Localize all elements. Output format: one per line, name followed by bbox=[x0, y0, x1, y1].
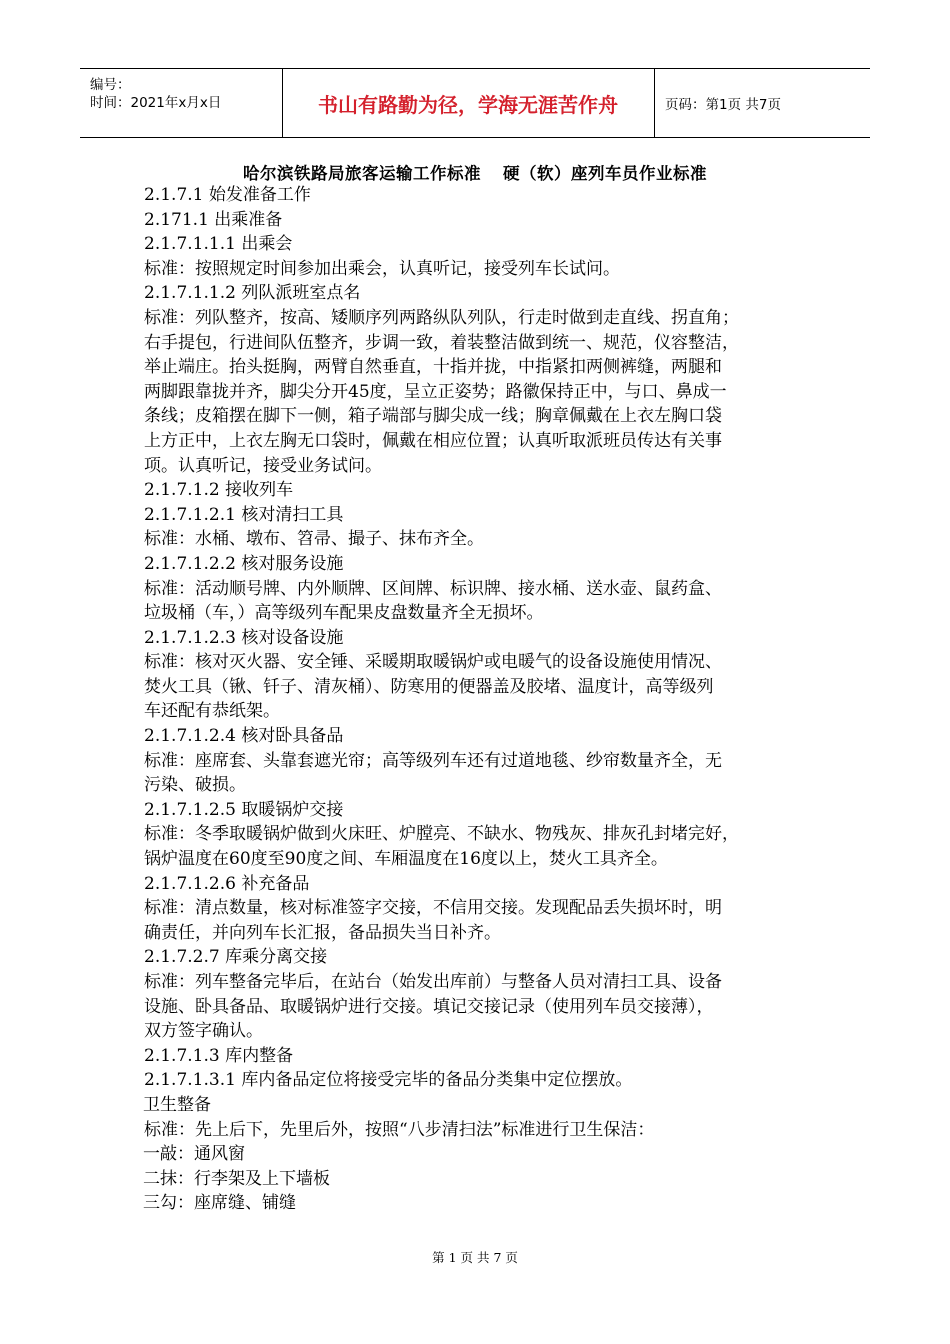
body-line: 标准：水桶、墩布、笤帚、撮子、抹布齐全。 bbox=[144, 529, 484, 550]
body-line: 2.1.7.1.3.1 库内备品定位将接受完毕的备品分类集中定位摆放。 bbox=[144, 1070, 633, 1091]
body-line: 2.1.7.1.2.2 核对服务设施 bbox=[144, 553, 344, 574]
body-line: 焚火工具（锹、钎子、清灰桶）、防寒用的便器盖及胶堵、温度计，高等级列 bbox=[144, 676, 714, 697]
body-line: 2.1.7.1.1.1 出乘会 bbox=[144, 234, 293, 255]
title-subject: 硬（软）座列车员作业标准 bbox=[503, 164, 707, 183]
document-body bbox=[144, 183, 820, 1216]
document-date: 时间：2021年x月x日 bbox=[90, 95, 222, 111]
body-line: 2.1.7.1.2.1 核对清扫工具 bbox=[144, 504, 344, 525]
body-line: 举止端庄。抬头挺胸，两臂自然垂直，十指并拢，中指紧扣两侧裤缝，两腿和 bbox=[144, 357, 722, 378]
body-line: 2.171.1 出乘准备 bbox=[144, 209, 283, 230]
body-line: 标准：列队整齐，按高、矮顺序列两路纵队列队，行走时做到走直线、拐直角； bbox=[144, 307, 739, 328]
body-line: 设施、卧具备品、取暖锅炉进行交接。填记交接记录（使用列车员交接薄）， bbox=[144, 996, 714, 1017]
body-line: 标准：按照规定时间参加出乘会，认真听记，接受列车长试问。 bbox=[144, 258, 620, 279]
page-footer: 第 1 页 共 7 页 bbox=[432, 1250, 518, 1265]
body-line: 垃圾桶（车，）高等级列车配果皮盘数量齐全无损坏。 bbox=[144, 603, 544, 624]
body-line: 卫生整备 bbox=[143, 1094, 211, 1115]
body-line: 标准：列车整备完毕后，在站台（始发出库前）与整备人员对清扫工具、设备 bbox=[144, 972, 722, 992]
body-line: 2.1.7.2.7 库乘分离交接 bbox=[144, 947, 328, 968]
body-line: 2.1.7.1.2.3 核对设备设施 bbox=[144, 627, 344, 648]
body-line: 标准：清点数量，核对标准签字交接，不信用交接。发现配品丢失损坏时，明 bbox=[144, 898, 722, 919]
body-line: 标准：核对灭火器、安全锤、采暖期取暖锅炉或电暖气的设备设施使用情况、 bbox=[144, 652, 722, 673]
body-line: 右手提包，行进间队伍整齐，步调一致，着装整洁做到统一、规范，仪容整洁， bbox=[144, 332, 739, 353]
body-line: 标准：座席套、头靠套遮光帘；高等级列车还有过道地毯、纱帘数量齐全，无 bbox=[144, 750, 722, 771]
body-line: 2.1.7.1.2 接收列车 bbox=[144, 480, 294, 501]
body-line: 2.1.7.1.1.2 列队派班室点名 bbox=[144, 283, 361, 304]
body-line: 条线；皮箱摆在脚下一侧，箱子端部与脚尖成一线；胸章佩戴在上衣左胸口袋 bbox=[144, 406, 722, 427]
body-line: 三勾：座席缝、铺缝 bbox=[143, 1193, 296, 1214]
body-line: 锅炉温度在60度至90度之间、车厢温度在16度以上，焚火工具齐全。 bbox=[144, 849, 668, 870]
document-number-label: 编号： bbox=[90, 77, 131, 93]
header-meta bbox=[80, 69, 280, 137]
body-line: 标准：冬季取暖锅炉做到火床旺、炉膛亮、不缺水、物残灰、排灰孔封堵完好， bbox=[144, 824, 739, 845]
body-line: 2.1.7.1.2.6 补充备品 bbox=[144, 873, 310, 894]
document-title bbox=[0, 160, 950, 184]
body-line: 两脚跟靠拢并齐，脚尖分开45度，呈立正姿势；路徽保持正中，与口、鼻成一 bbox=[144, 381, 727, 402]
body-line: 污染、破损。 bbox=[144, 775, 246, 796]
header-motto: 书山有路勤为径，学海无涯苦作舟 bbox=[318, 92, 618, 117]
body-line: 项。认真听记，接受业务试问。 bbox=[144, 455, 382, 476]
body-line: 2.1.7.1.2.4 核对卧具备品 bbox=[144, 726, 344, 747]
body-line: 车还配有恭纸架。 bbox=[144, 701, 280, 722]
body-line: 2.1.7.1.2.5 取暖锅炉交接 bbox=[144, 799, 344, 820]
header-page-info: 页码：第1页 共7页 bbox=[665, 97, 781, 113]
body-line: 2.1.7.1.3 库内整备 bbox=[144, 1045, 294, 1066]
body-line: 标准：先上后下，先里后外，按照“八步清扫法”标准进行卫生保洁： bbox=[144, 1119, 655, 1140]
body-line: 标准：活动顺号牌、内外顺牌、区间牌、标识牌、接水桶、送水壶、鼠药盒、 bbox=[144, 578, 722, 599]
body-line: 二抹：行李架及上下墙板 bbox=[143, 1168, 330, 1189]
body-line: 一敲：通风窗 bbox=[143, 1144, 245, 1165]
body-line: 确责任，并向列车长汇报，备品损失当日补齐。 bbox=[144, 922, 501, 943]
body-line: 上方正中，上衣左胸无口袋时，佩戴在相应位置；认真听取派班员传达有关事 bbox=[144, 430, 722, 451]
title-organization: 哈尔滨铁路局旅客运输工作标准 bbox=[243, 164, 481, 183]
page-header bbox=[80, 68, 870, 138]
body-line: 双方签字确认。 bbox=[144, 1021, 263, 1042]
body-line: 2.1.7.1 始发准备工作 bbox=[144, 185, 311, 205]
